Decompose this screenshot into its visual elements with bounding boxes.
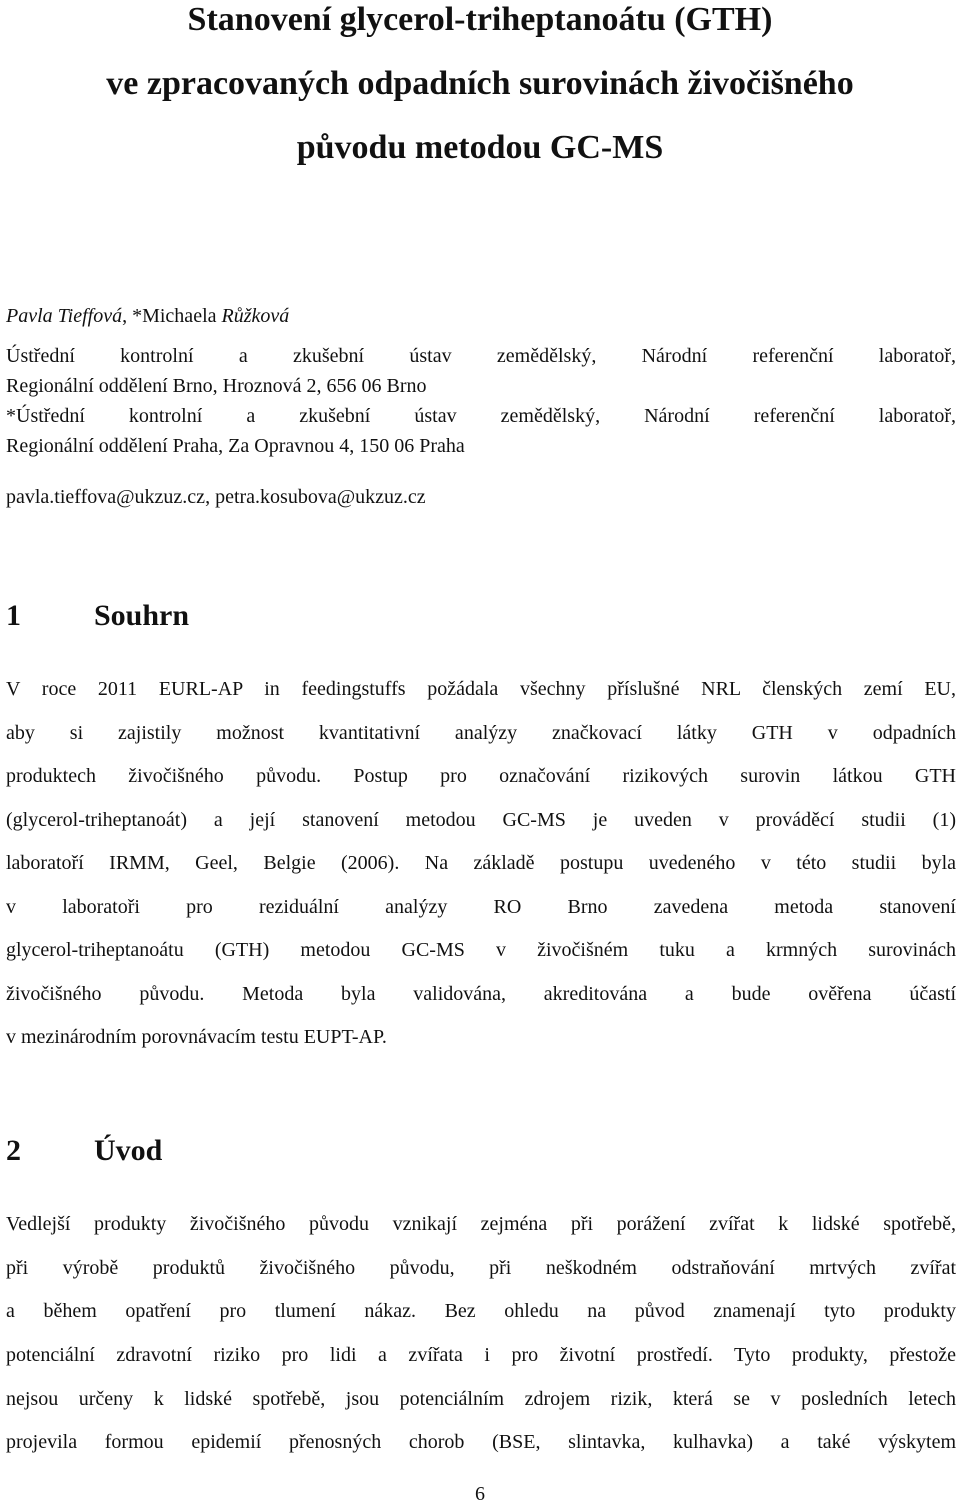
page-number: 6 — [475, 1483, 485, 1505]
paragraph-line: glycerol-triheptanoátu (GTH) metodou GC-MS v živočišném tuku a krmných surovinách — [6, 939, 956, 961]
affiliation-line: Regionální oddělení Brno, Hroznová 2, 656 06 Brno — [6, 375, 427, 397]
section-number: 1 — [6, 599, 21, 632]
section-heading-uvod — [6, 1131, 162, 1171]
paragraph-line: potenciální zdravotní riziko pro lidi a zvířata i pro životní prostředí. Tyto produkty, přestože — [6, 1344, 956, 1367]
section-number: 2 — [6, 1134, 21, 1167]
section-title: Úvod — [94, 1134, 163, 1167]
paragraph-line: (glycerol-triheptanoát) a její stanovení metodou GC-MS je uveden v prováděcí studii (1) — [6, 808, 956, 831]
affiliation-1 — [6, 341, 956, 401]
affiliation-line: *Ústřední kontrolní a zkušební ústav zemědělský, Národní referenční laboratoř, — [6, 405, 956, 427]
paragraph-line: produktech živočišného původu. Postup pro označování rizikových surovin látkou GTH — [6, 765, 956, 787]
author-1: Pavla Tieffová — [6, 305, 123, 327]
section-heading-souhrn — [6, 596, 189, 636]
authors-line — [6, 302, 289, 330]
affiliation-line: Ústřední kontrolní a zkušební ústav zemědělský, Národní referenční laboratoř, — [6, 345, 956, 367]
contact-email: pavla.tieffova@ukzuz.cz, petra.kosubova@ukzuz.cz — [6, 486, 426, 508]
section-title: Souhrn — [94, 599, 190, 632]
paragraph-line: živočišného původu. Metoda byla validována, akreditována a bude ověřena účastí — [6, 982, 956, 1005]
paragraph-line: aby si zajistily možnost kvantitativní analýzy značkovací látky GTH v odpadních — [6, 721, 956, 744]
title-line-1: Stanovení glycerol-triheptanoátu (GTH) — [187, 1, 773, 38]
paragraph-line: Vedlejší produkty živočišného původu vznikají zejména při porážení zvířat k lidské spotřebě, — [6, 1213, 956, 1235]
paragraph-line: nejsou určeny k lidské spotřebě, jsou potenciálním zdrojem rizik, která se v posledních letech — [6, 1387, 956, 1410]
paragraph-line: v mezinárodním porovnávacím testu EUPT-AP. — [6, 1026, 387, 1048]
paragraph-line: projevila formou epidemií přenosných chorob (BSE, slintavka, kulhavka) a také výskytem — [6, 1431, 956, 1454]
title-line-2: ve zpracovaných odpadních surovinách živočišného — [106, 65, 854, 102]
summary-paragraph — [6, 668, 956, 1060]
paragraph-line: laboratoří IRMM, Geel, Belgie (2006). Na základě postupu uvedeného v této studii byla — [6, 852, 956, 874]
author-separator: , *Michaela — [122, 305, 222, 327]
paragraph-line: v laboratoři pro reziduální analýzy RO Brno zavedena metoda stanovení — [6, 895, 956, 918]
affiliation-line: Regionální oddělení Praha, Za Opravnou 4, 150 06 Praha — [6, 435, 465, 457]
paragraph-line: a během opatření pro tlumení nákaz. Bez ohledu na původ znamenají tyto produkty — [6, 1300, 956, 1323]
author-2: Růžková — [221, 305, 290, 327]
paragraph-line: při výrobě produktů živočišného původu, při neškodném odstraňování mrtvých zvířat — [6, 1256, 956, 1279]
document-title — [0, 0, 960, 180]
paragraph-line: V roce 2011 EURL-AP in feedingstuffs požádala všechny příslušné NRL členských zemí EU, — [6, 678, 956, 700]
title-line-3: původu metodou GC-MS — [296, 129, 664, 166]
introduction-paragraph — [6, 1203, 956, 1465]
affiliation-2 — [6, 401, 956, 461]
